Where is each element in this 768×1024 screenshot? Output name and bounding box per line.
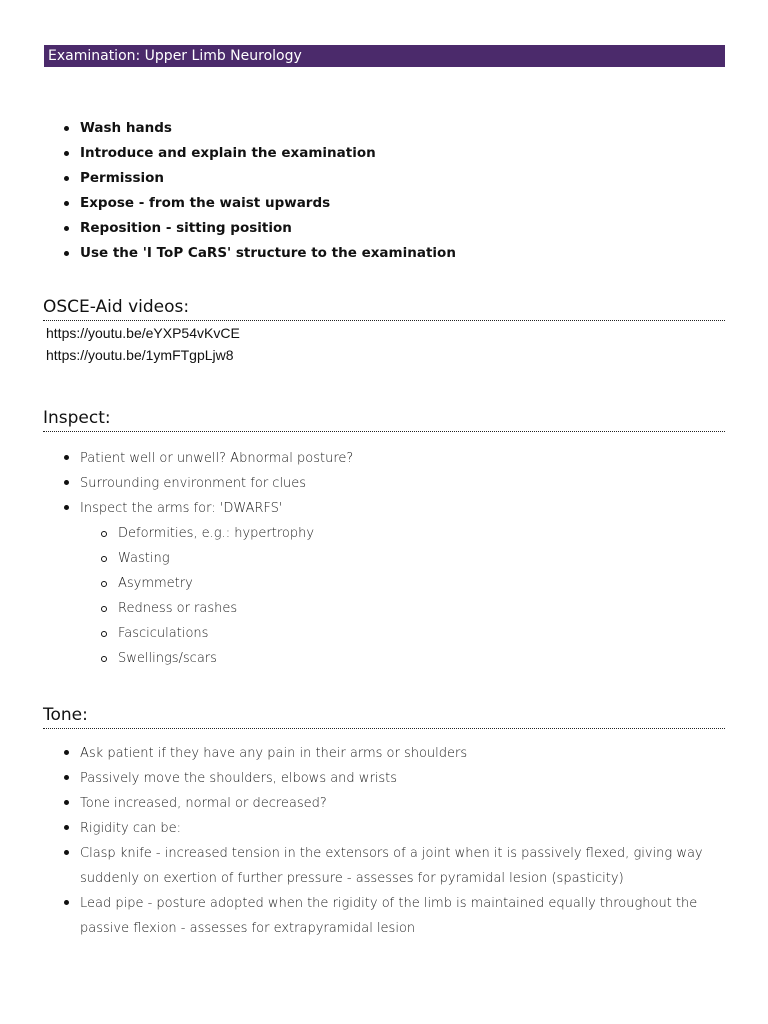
- list-item: Patient well or unwell? Abnormal posture?: [62, 446, 353, 471]
- list-item: Passively move the shoulders, elbows and wrists: [62, 766, 724, 791]
- list-item: Deformities, e.g.: hypertrophy: [62, 521, 353, 546]
- list-item: Permission: [62, 167, 456, 192]
- section-heading-inspect: Inspect:: [43, 407, 725, 432]
- page-title: Examination: Upper Limb Neurology: [44, 45, 725, 67]
- list-item: Reposition - sitting position: [62, 217, 456, 242]
- section-heading-tone: Tone:: [43, 704, 725, 729]
- list-item: Asymmetry: [62, 571, 353, 596]
- list-item: Inspect the arms for: 'DWARFS': [62, 496, 353, 521]
- list-item: Rigidity can be:: [62, 816, 724, 841]
- list-item: Use the 'I ToP CaRS' structure to the examination: [62, 242, 456, 267]
- video-link[interactable]: https://youtu.be/eYXP54vKvCE: [46, 325, 240, 341]
- video-link[interactable]: https://youtu.be/1ymFTgpLjw8: [46, 347, 234, 363]
- list-item: Clasp knife - increased tension in the extensors of a joint when it is passively flexed, giving way suddenly on exertion of further pressure - assesses for pyramidal lesion (spasticity): [62, 841, 724, 891]
- list-item: Ask patient if they have any pain in their arms or shoulders: [62, 741, 724, 766]
- list-item: Swellings/scars: [62, 646, 353, 671]
- list-item: Redness or rashes: [62, 596, 353, 621]
- list-item: Wash hands: [62, 117, 456, 142]
- list-item: Surrounding environment for clues: [62, 471, 353, 496]
- list-item: Fasciculations: [62, 621, 353, 646]
- list-item: Lead pipe - posture adopted when the rigidity of the limb is maintained equally throughout the passive flexion - assesses for extrapyramidal lesion: [62, 891, 724, 941]
- list-item: Introduce and explain the examination: [62, 142, 456, 167]
- intro-checklist: [62, 117, 456, 267]
- inspect-list: [62, 446, 353, 671]
- section-heading-videos: OSCE-Aid videos:: [43, 296, 725, 321]
- dwarfs-list: [62, 521, 353, 671]
- list-item: Tone increased, normal or decreased?: [62, 791, 724, 816]
- tone-list: [62, 741, 724, 941]
- list-item: Wasting: [62, 546, 353, 571]
- dwarfs-container: [62, 521, 353, 671]
- list-item: Expose - from the waist upwards: [62, 192, 456, 217]
